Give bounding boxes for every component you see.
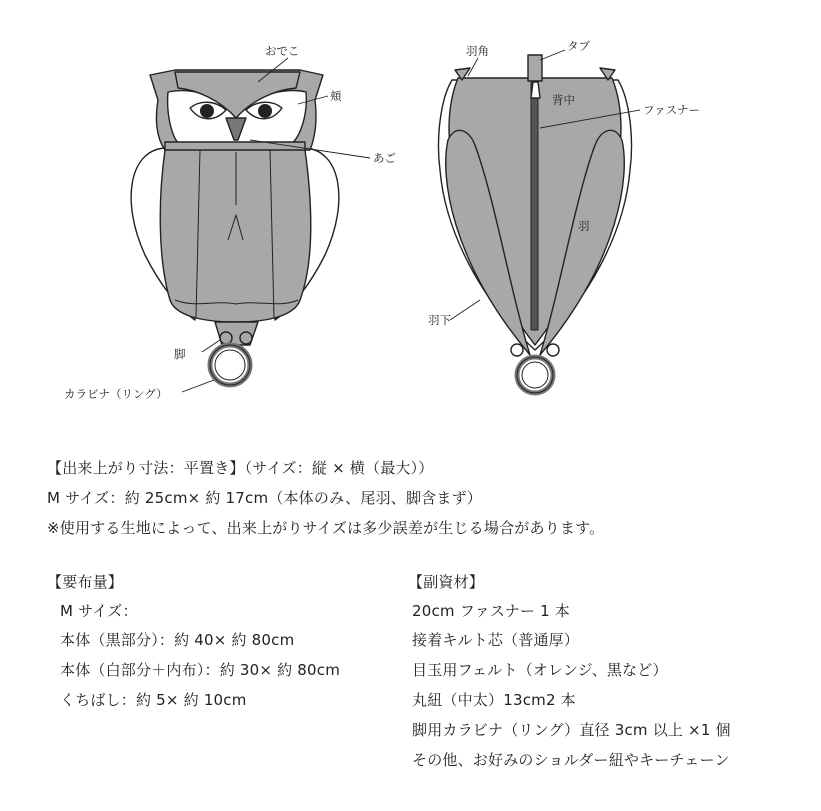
materials-line: 脚用カラビナ（リング）直径 3cm 以上 ×1 個	[412, 721, 731, 739]
size-heading: 【出来上がり寸法：平置き】（サイズ：縦 × 横（最大））	[47, 459, 434, 477]
fabric-line: 本体（白部分＋内布）：約 30× 約 80cm	[60, 661, 341, 679]
materials-heading: 【副資材】	[408, 573, 485, 591]
label-ago: あご	[373, 151, 396, 165]
label-karabina: カラビナ（リング）	[64, 387, 168, 401]
label-odeko: おでこ	[265, 44, 300, 58]
fabric-line: 本体（黒部分）：約 40× 約 80cm	[60, 631, 295, 649]
label-hoho: 頬	[330, 89, 342, 103]
owl-back-view	[439, 55, 632, 393]
label-fastener: ファスナー	[643, 103, 701, 117]
fabric-line: M サイズ：	[60, 602, 138, 620]
size-note: ※使用する生地によって、出来上がりサイズは多少誤差が生じる場合があります。	[47, 519, 605, 537]
materials-line: 丸紐（中太）13cm2 本	[412, 691, 576, 709]
size-m: M サイズ：約 25cm× 約 17cm（本体のみ、尾羽、脚含まず）	[47, 489, 482, 507]
front-right-pupil	[258, 104, 272, 118]
label-senaka: 背中	[552, 93, 575, 107]
label-hane: 羽	[578, 219, 590, 233]
materials-line: その他、お好みのショルダー紐やキーチェーン	[412, 751, 730, 769]
back-zipper	[531, 75, 538, 330]
label-hashita: 羽下	[428, 313, 451, 327]
front-left-pupil	[200, 104, 214, 118]
materials-line: 20cm ファスナー 1 本	[412, 602, 570, 620]
label-ashi: 脚	[174, 347, 186, 361]
back-tab	[528, 55, 542, 81]
owl-front-view	[131, 70, 339, 385]
fabric-heading: 【要布量】	[47, 573, 124, 591]
fabric-line: くちばし：約 5× 約 10cm	[60, 691, 247, 709]
label-tab: タブ	[567, 39, 590, 53]
materials-line: 接着キルト芯（普通厚）	[412, 631, 580, 649]
materials-line: 目玉用フェルト（オレンジ、黒など）	[412, 661, 668, 679]
label-hakaku: 羽角	[466, 44, 489, 58]
